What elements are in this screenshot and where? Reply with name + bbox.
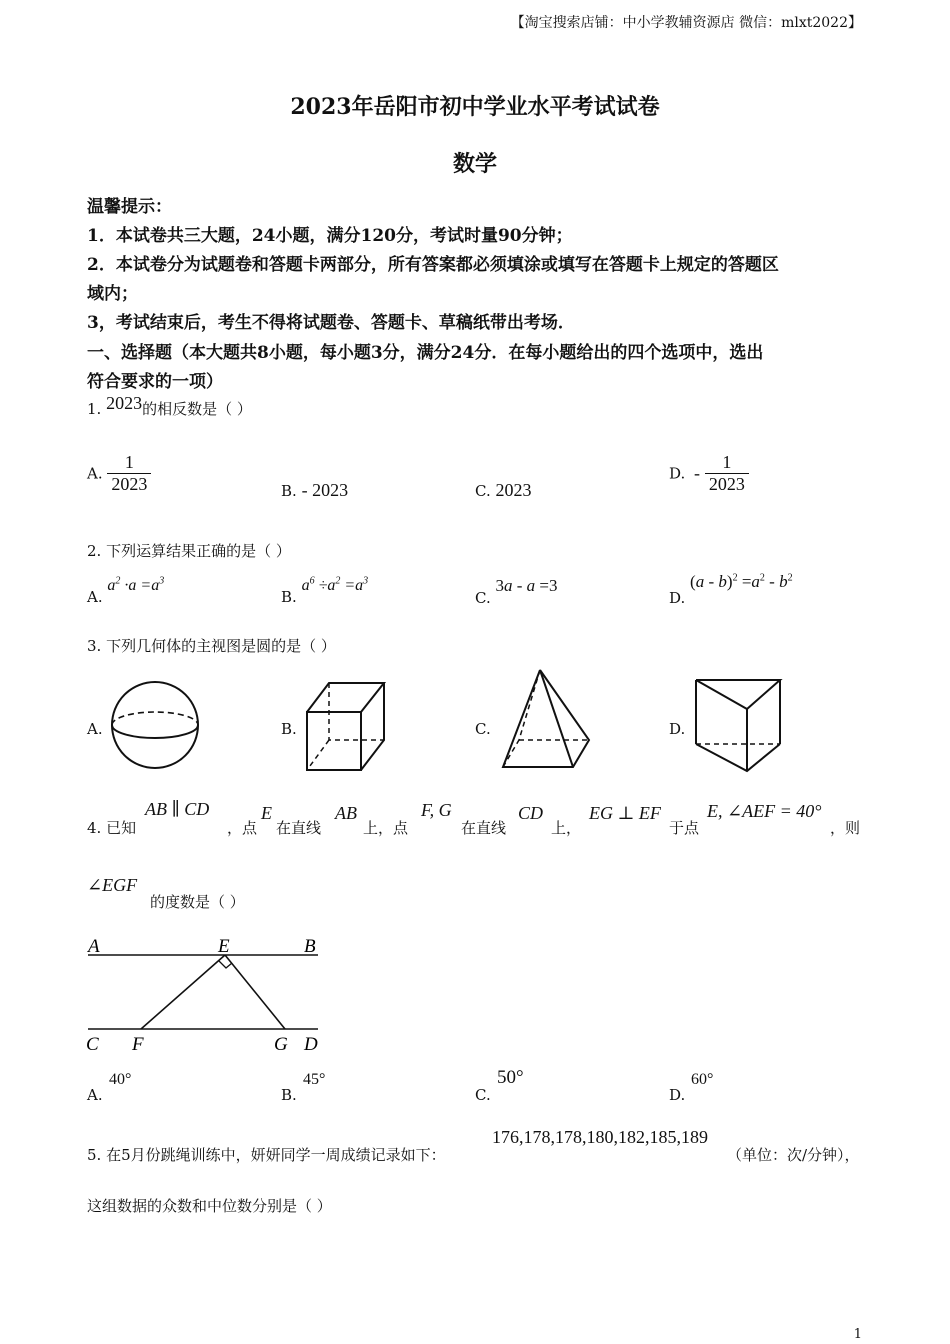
- q2-option-d[interactable]: D. $(a - b)^2 =a^2 - b^2$: [669, 572, 793, 607]
- q2-option-c[interactable]: C. 3a - a =3: [475, 576, 558, 607]
- label-G: G: [274, 1034, 288, 1055]
- tip-2: 2．本试卷分为试题卷和答题卡两部分，所有答案都必须填涂或填写在答题卡上规定的答题区: [87, 255, 779, 275]
- exam-title: 2023年岳阳市初中学业水平考试试卷: [290, 94, 660, 120]
- q2-d-expr: $(a - b)^2 =a^2 - b^2$: [690, 572, 793, 591]
- q4-stem: 4. 已知 AB ∥ CD ，点 E 在直线 AB 上，点 F, G 在直线 CD 上， EG ⊥ EF 于点 E, ∠AEF = 40° ，则: [87, 799, 861, 837]
- q1-option-d[interactable]: D. - $\frac{1}{2023}$: [669, 452, 749, 495]
- cube-figure: [303, 680, 389, 774]
- parallel-lines-figure: [86, 932, 326, 1056]
- page-number: 1: [853, 1327, 862, 1342]
- fraction: $\frac{1}{2023}$: [107, 452, 151, 495]
- q2-option-b[interactable]: B. $a^6 \div a^2 =a^3$: [281, 576, 369, 607]
- q1-option-c[interactable]: C. 2023: [475, 480, 532, 500]
- q4-option-d[interactable]: D. 60°: [669, 1071, 714, 1104]
- q1-math: 2023: [106, 393, 143, 413]
- q4-stem-2: ∠EGF 的度数是（ ）: [87, 875, 245, 911]
- tip-1: 1．本试卷共三大题，24小题，满分120分，考试时量90分钟；: [87, 226, 573, 246]
- exam-subject: 数学: [452, 151, 497, 177]
- q3-option-b[interactable]: B.: [281, 720, 297, 738]
- sphere-figure: [108, 680, 204, 772]
- q3-option-c[interactable]: C.: [475, 720, 491, 738]
- q4-option-a[interactable]: A. 40°: [87, 1071, 132, 1104]
- section1-heading-cont: 符合要求的一项）: [87, 372, 223, 392]
- q5-stem-2: 这组数据的众数和中位数分别是（ ）: [87, 1197, 332, 1215]
- tips-heading: 温馨提示：: [87, 197, 172, 217]
- label-A: A: [88, 936, 100, 957]
- label-E: E: [218, 936, 230, 957]
- q1-option-a[interactable]: A. $\frac{1}{2023}$: [87, 452, 151, 495]
- q3-option-a[interactable]: A.: [87, 720, 103, 738]
- tip-3: 3，考试结束后，考生不得将试题卷、答题卡、草稿纸带出考场．: [87, 313, 575, 333]
- q3-option-d[interactable]: D.: [669, 720, 686, 738]
- q2-stem: 2. 下列运算结果正确的是（ ）: [87, 542, 291, 560]
- header-note: 【淘宝搜索店铺：中小学教辅资源店 微信：mlxt2022】: [510, 15, 862, 31]
- pyramid-figure: [498, 666, 594, 772]
- q5-data: 176,178,178,180,182,185,189: [492, 1127, 708, 1147]
- q3-stem: 3. 下列几何体的主视图是圆的是（ ）: [87, 637, 336, 655]
- label-B: B: [304, 936, 316, 957]
- tip-2-cont: 域内；: [87, 284, 138, 304]
- q4-option-b[interactable]: B. 45°: [281, 1071, 326, 1104]
- q1-option-b[interactable]: B. - 2023: [281, 480, 349, 500]
- section1-heading: 一、选择题（本大题共8小题，每小题3分，满分24分．在每小题给出的四个选项中，选出: [87, 343, 764, 363]
- fraction: $\frac{1}{2023}$: [705, 452, 749, 495]
- label-C: C: [86, 1034, 99, 1055]
- q2-c-expr: 3a - a =3: [495, 576, 558, 595]
- q4-option-c[interactable]: C. 50°: [475, 1067, 524, 1104]
- prism-figure: [692, 676, 786, 774]
- label-D: D: [304, 1034, 318, 1055]
- q5-stem: 5. 在5月份跳绳训练中，妍妍同学一周成绩记录如下： 176,178,178,180,182,185,189 （单位：次/分钟），: [87, 1127, 860, 1164]
- q2-option-a[interactable]: A. $a^2 \cdot a =a^3$: [87, 576, 165, 607]
- q2-b-expr: $a^6 \div a^2 =a^3$: [301, 576, 369, 595]
- label-F: F: [132, 1034, 144, 1055]
- q2-a-expr: $a^2 \cdot a =a^3$: [107, 576, 165, 595]
- q1-stem: 1. 2023的相反数是（ ）: [87, 393, 252, 418]
